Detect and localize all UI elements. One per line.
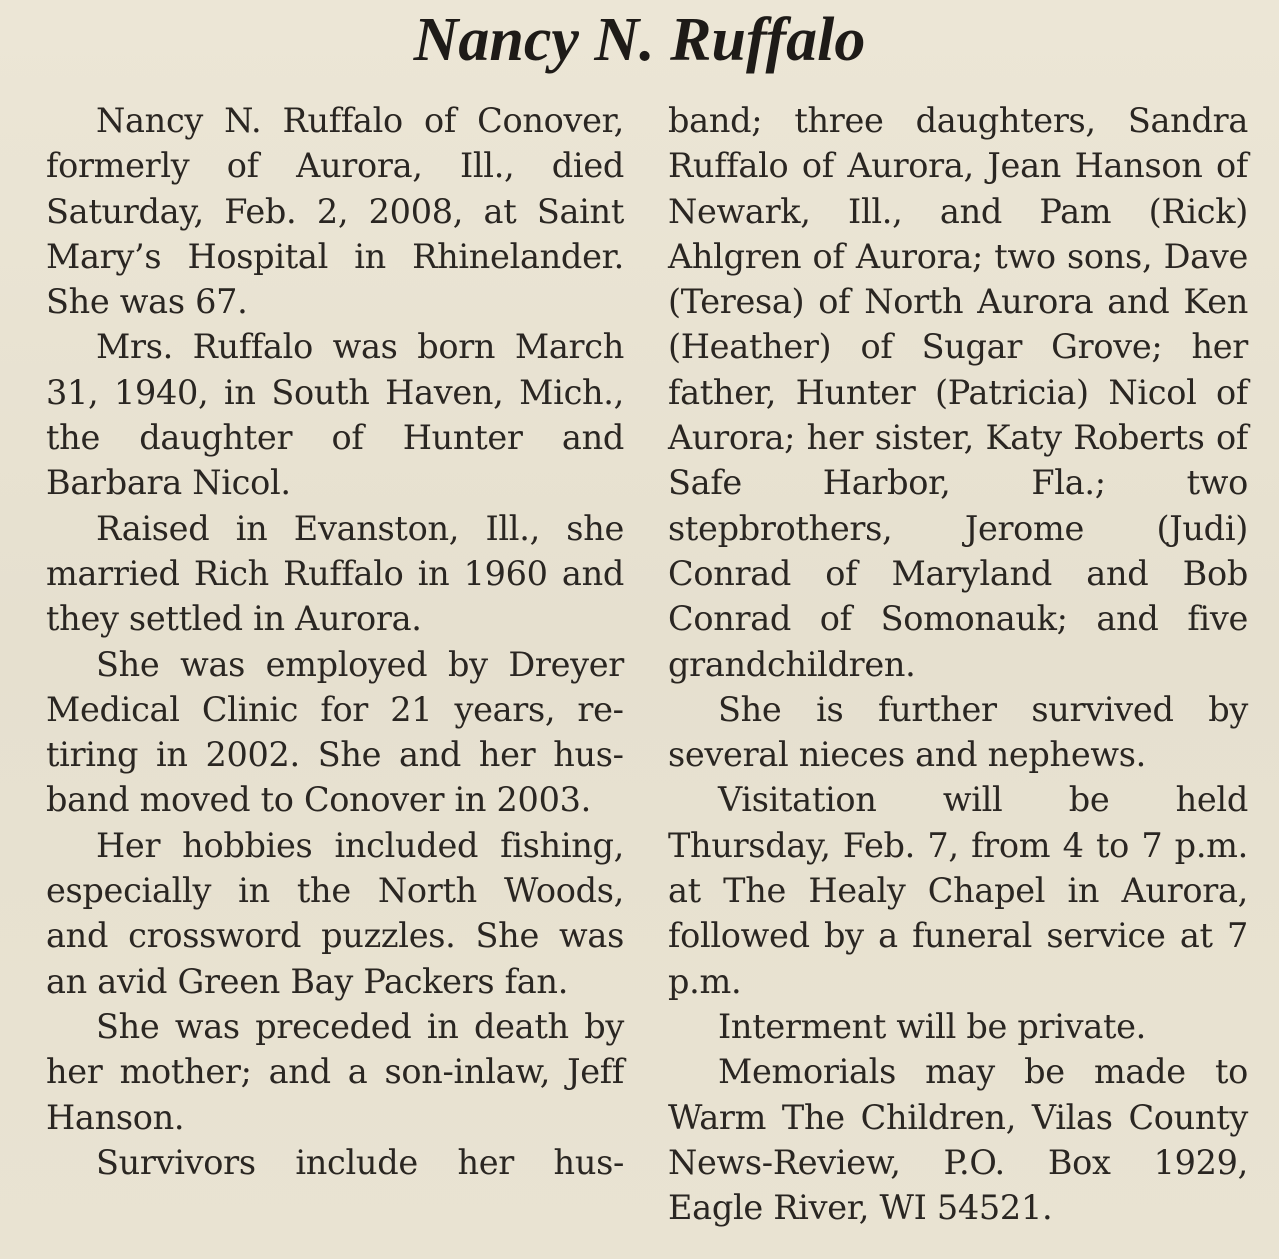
right-column <box>668 98 1248 1230</box>
left-column <box>46 98 624 1185</box>
paragraph-interment: Interment will be private. <box>718 1006 1146 1046</box>
paragraph-hobbies: Her hobbies included fishing, especially in the North Woods, and crossword puzzles. She was an avid Green Bay Packers fan. <box>46 825 624 1001</box>
paragraph-birth: Mrs. Ruffalo was born March 31, 1940, in South Haven, Mich., the daughter of Hunter and Barbara Nicol. <box>46 327 624 503</box>
paragraph-employment: She was employed by Dreyer Medical Clinic for 21 years, retiring in 2002. She and her husband moved to Conover in 2003. <box>46 644 624 820</box>
paragraph-further-survived: She is further survived by several nieces and nephews. <box>668 689 1248 775</box>
paragraph-marriage: Raised in Evanston, Ill., she married Rich Ruffalo in 1960 and they settled in Aurora. <box>46 508 624 639</box>
paragraph-survivors-start: Survivors include her hus- <box>96 1142 624 1182</box>
paragraph-preceded-in-death: She was preceded in death by her mother; and a son-inlaw, Jeff Hanson. <box>46 1006 624 1137</box>
paragraph-survivors-continued: band; three daughters, Sandra Ruffalo of Aurora, Jean Hanson of Newark, Ill., and Pam (Rick) Ahlgren of Aurora; two sons, Dave (Teresa) of North Aurora and Ken (Heather) of Sugar Grove; her father, Hunter (Patricia) Nicol of Aurora; her sister, Katy Roberts of Safe Harbor, Fla.; two stepbrothers, Jerome (Judi) Conrad of Maryland and Bob Conrad of Somonauk; and five grandchildren. <box>668 101 1248 684</box>
paragraph-visitation: Visitation will be held Thursday, Feb. 7, from 4 to 7 p.m. at The Healy Chapel in Aurora, followed by a funeral service at 7 p.m. <box>668 780 1248 1001</box>
obituary-headline: Nancy N. Ruffalo <box>413 6 866 74</box>
paragraph-memorials: Memorials may be made to Warm The Children, Vilas County News-Review, P.O. Box 1929, Eagle River, WI 54521. <box>668 1052 1248 1228</box>
paragraph-death-notice: Nancy N. Ruffalo of Conover, formerly of Aurora, Ill., died Saturday, Feb. 2, 2008, at Saint Mary’s Hospital in Rhinelander. She was 67. <box>46 101 624 322</box>
